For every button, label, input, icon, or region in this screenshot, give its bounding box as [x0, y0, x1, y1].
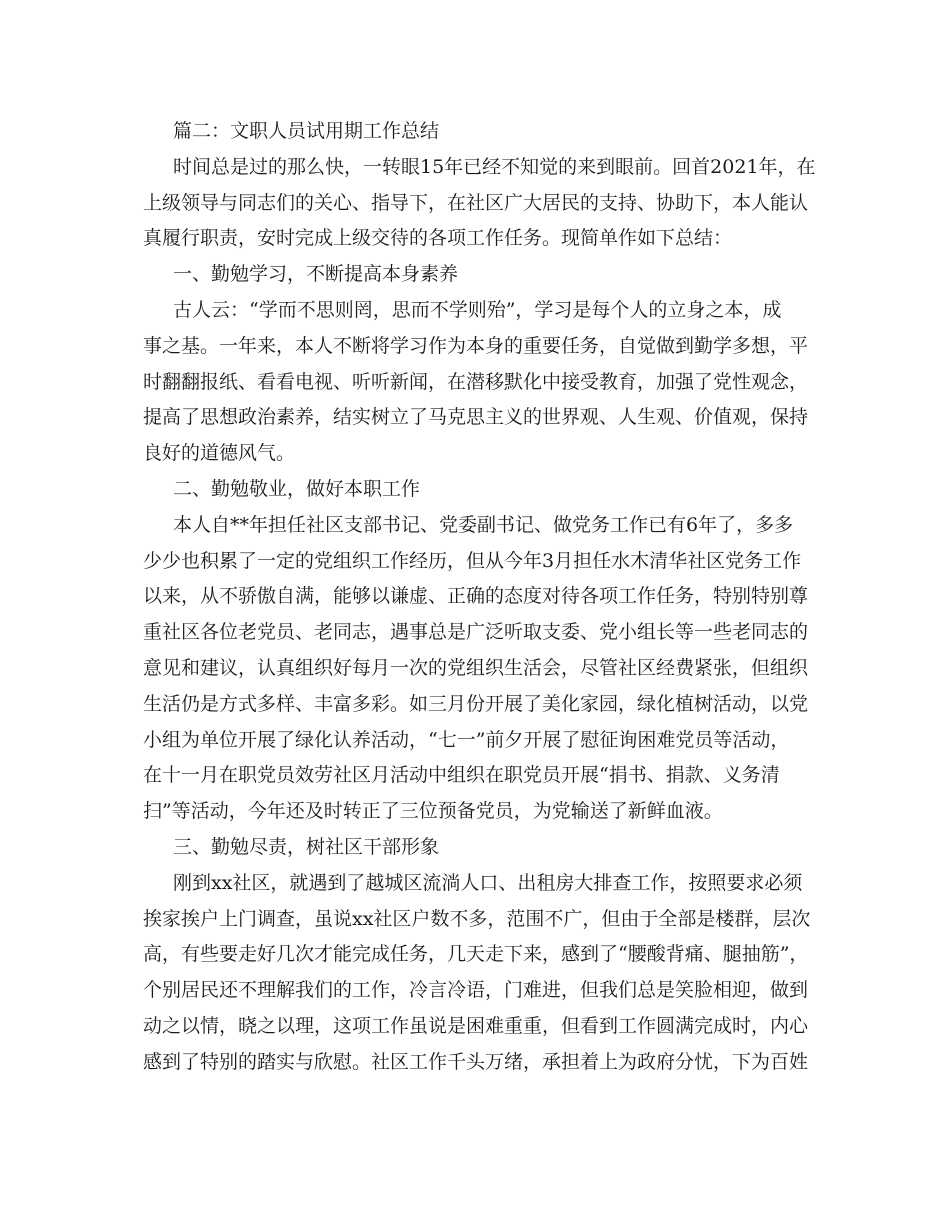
- text-line: 刚到xx社区，就遇到了越城区流淌人口、出租房大排查工作，按照要求必须: [173, 871, 803, 894]
- text-line: 真履行职责，安时完成上级交待的各项工作任务。现简单作如下总结：: [143, 227, 733, 250]
- text-line: 重社区各位老党员、老同志，遇事总是广泛听取支委、党小组长等一些老同志的: [143, 621, 809, 644]
- text-line: 个别居民还不理解我们的工作，冷言冷语，门难进，但我们总是笑脸相迎，做到: [143, 979, 809, 1002]
- text-line: 二、勤勉敬业，做好本职工作: [173, 477, 421, 500]
- text-line: 感到了特别的踏实与欣慰。社区工作千头万绪，承担着上为政府分忧，下为百姓: [143, 1050, 809, 1073]
- text-line: 古人云：“学而不思则罔，思而不学则殆”，学习是每个人的立身之本，成: [173, 298, 782, 321]
- text-line: 良好的道德风气。: [143, 442, 296, 465]
- text-line: 上级领导与同志们的关心、指导下，在社区广大居民的支持、协助下，本人能认: [143, 191, 809, 214]
- text-line: 本人自**年担任社区支部书记、党委副书记、做党务工作已有6年了，多多: [173, 513, 794, 536]
- text-line: 小组为单位开展了绿化认养活动，“七一”前夕开展了慰征询困难党员等活动，: [143, 728, 790, 751]
- text-line: 在十一月在职党员效劳社区月活动中组织在职党员开展“捐书、捐款、义务清: [143, 764, 780, 787]
- text-line: 一、勤勉学习，不断提高本身素养: [173, 263, 459, 286]
- text-line: 以来，从不骄傲自满，能够以谦虚、正确的态度对待各项工作任务，特别特别尊: [143, 585, 809, 608]
- text-line: 动之以情，晓之以理，这项工作虽说是困难重重，但看到工作圆满完成时，内心: [143, 1014, 809, 1037]
- text-line: 挨家挨户上门调查，虽说xx社区户数不多，范围不广，但由于全部是楼群，层次: [143, 907, 811, 930]
- text-line: 高，有些要走好几次才能完成任务，几天走下来，感到了“腰酸背痛、腿抽筋”，: [143, 943, 809, 966]
- text-line: 事之基。一年来，本人不断将学习作为本身的重要任务，自觉做到勤学多想，平: [143, 334, 809, 357]
- text-line: 时间总是过的那么快，一转眼15年已经不知觉的来到眼前。回首2021年，在: [173, 155, 816, 178]
- text-line: 扫”等活动，今年还及时转正了三位预备党员，为党输送了新鲜血液。: [143, 800, 723, 823]
- text-line: 时翻翻报纸、看看电视、听听新闻，在潜移默化中接受教育，加强了党性观念，: [143, 370, 809, 393]
- text-line: 篇二：文职人员试用期工作总结: [173, 120, 440, 142]
- text-line: 提高了思想政治素养，结实树立了马克思主义的世界观、人生观、价值观，保持: [143, 406, 809, 429]
- text-line: 少少也积累了一定的党组织工作经历，但从今年3月担任水木清华社区党务工作: [143, 549, 802, 572]
- text-line: 生活仍是方式多样、丰富多彩。如三月份开展了美化家园，绿化植树活动，以党: [143, 692, 809, 715]
- text-line: 三、勤勉尽责，树社区干部形象: [173, 835, 440, 858]
- text-line: 意见和建议，认真组织好每月一次的党组织生活会，尽管社区经费紧张，但组织: [143, 656, 809, 679]
- document-body: [143, 114, 816, 1081]
